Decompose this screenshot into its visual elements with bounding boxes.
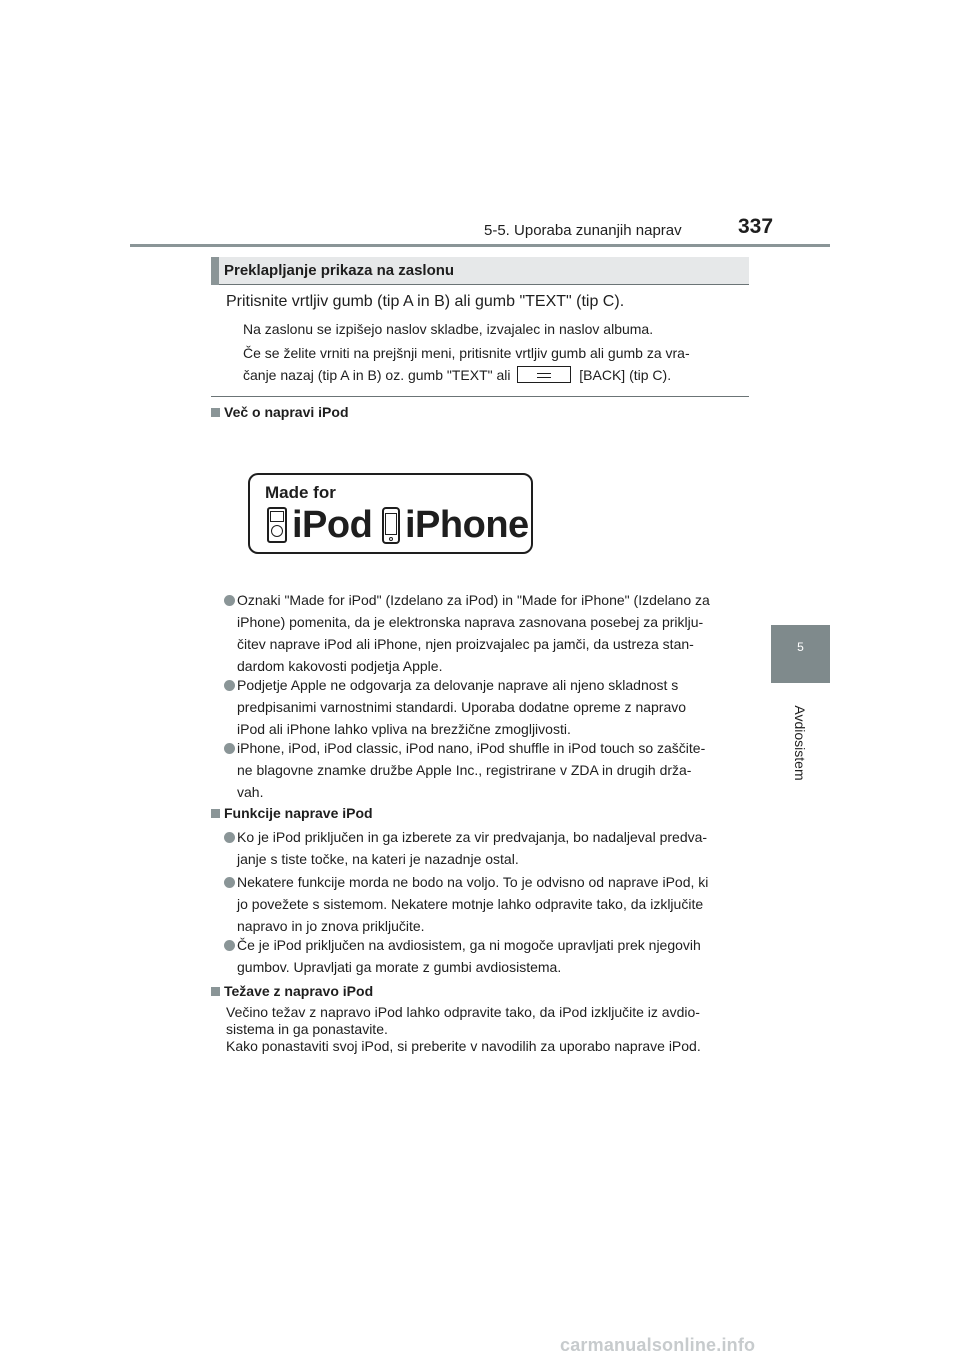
section-divider	[211, 396, 749, 397]
circle-bullet-icon	[224, 680, 235, 691]
paragraph-line: Večino težav z napravo iPod lahko odpravite tako, da iPod izključite iz avdio-	[226, 1004, 700, 1020]
heading-problems	[211, 983, 373, 999]
main-instruction: Pritisnite vrtljiv gumb (tip A in B) ali gumb "TEXT" (tip C).	[226, 293, 625, 310]
bullet-line: iPod ali iPhone lahko vpliva na brezžične zmogljivosti.	[237, 721, 571, 737]
section-banner-title: Preklapljanje prikaza na zaslonu	[224, 262, 455, 279]
heading-functions-text: Funkcije naprave iPod	[224, 805, 373, 821]
chapter-tab	[771, 625, 830, 683]
bullet-line: iPhone) pomenita, da je elektronska naprava zasnovana posebej za priklju-	[237, 614, 704, 630]
ipod-screen-icon	[270, 511, 284, 522]
bullet-line: Ko je iPod priključen in ga izberete za vir predvajanja, bo nadaljeval predva-	[237, 829, 708, 845]
back-button-icon	[517, 366, 571, 383]
iphone-home-button-icon	[389, 537, 393, 541]
problems-paragraph	[226, 1004, 766, 1055]
bullet-line: jo povežete s sistemom. Nekatere motnje lahko odpravite tako, da izključite	[237, 896, 704, 912]
logo-iphone-text: iPhone	[405, 504, 529, 546]
header-divider	[130, 244, 830, 247]
ipod-wheel-icon	[271, 525, 283, 537]
bullet-item	[237, 674, 749, 740]
bullet-item	[237, 934, 749, 978]
iphone-screen-icon	[385, 513, 397, 535]
bullet-line: vah.	[237, 784, 264, 800]
bullet-line: iPhone, iPod, iPod classic, iPod nano, iPod shuffle in iPod touch so zaščite-	[237, 740, 706, 756]
circle-bullet-icon	[224, 595, 235, 606]
bullet-line: dardom kakovosti podjetja Apple.	[237, 658, 443, 674]
heading-functions	[211, 805, 373, 821]
instruction-detail-3-before: čanje nazaj (tip A in B) oz. gumb "TEXT" ali	[243, 367, 511, 383]
bullet-line: napravo in jo znova priključite.	[237, 918, 425, 934]
square-bullet-icon	[211, 809, 220, 818]
heading-ipod-more-text: Več o napravi iPod	[224, 404, 349, 420]
back-arrow-icon	[537, 373, 551, 378]
instruction-detail-3	[243, 364, 749, 386]
paragraph-line: sistema in ga ponastavite.	[226, 1021, 388, 1037]
bullet-item	[237, 871, 749, 937]
logo-made-for-text: Made for	[265, 483, 336, 502]
bullet-line: Če je iPod priključen na avdiosistem, ga ni mogoče upravljati prek njegovih	[237, 937, 701, 953]
square-bullet-icon	[211, 408, 220, 417]
section-banner-accent	[211, 257, 219, 285]
bullet-line: čitev naprave iPod ali iPhone, njen proizvajalec pa jamči, da ustreza stan-	[237, 636, 694, 652]
instruction-detail-2: Če se želite vrniti na prejšnji meni, pritisnite vrtljiv gumb ali gumb za vra-	[243, 345, 690, 361]
bullet-line: Nekatere funkcije morda ne bodo na voljo. To je odvisno od naprave iPod, ki	[237, 874, 709, 890]
bullet-item	[237, 826, 749, 870]
header-section-title: 5-5. Uporaba zunanjih naprav	[484, 222, 682, 239]
bullet-line: predpisanimi varnostnimi standardi. Uporaba dodatne opreme z napravo	[237, 699, 687, 715]
bullet-item	[237, 737, 749, 803]
paragraph-line: Kako ponastaviti svoj iPod, si preberite v navodilih za uporabo naprave iPod.	[226, 1038, 701, 1054]
logo-ipod-text: iPod	[292, 504, 373, 546]
circle-bullet-icon	[224, 743, 235, 754]
bullet-line: janje s tiste točke, na kateri je nazadnje ostal.	[237, 851, 519, 867]
heading-ipod-more	[211, 404, 349, 420]
site-watermark: carmanualsonline.info	[560, 1335, 756, 1355]
page-number: 337	[738, 215, 774, 238]
heading-problems-text: Težave z napravo iPod	[224, 983, 374, 999]
instruction-detail-1: Na zaslonu se izpišejo naslov skladbe, izvajalec in naslov albuma.	[243, 321, 654, 337]
circle-bullet-icon	[224, 940, 235, 951]
bullet-line: Oznaki "Made for iPod" (Izdelano za iPod) in "Made for iPhone" (Izdelano za	[237, 592, 710, 608]
chapter-label: Avdiosistem	[792, 705, 808, 781]
circle-bullet-icon	[224, 832, 235, 843]
bullet-line: Podjetje Apple ne odgovarja za delovanje naprave ali njeno skladnost s	[237, 677, 679, 693]
bullet-line: ne blagovne znamke družbe Apple Inc., registrirane v ZDA in drugih drža-	[237, 762, 692, 778]
bullet-item	[237, 589, 749, 677]
chapter-number: 5	[797, 640, 804, 654]
bullet-line: gumbov. Upravljati ga morate z gumbi avdiosistema.	[237, 959, 562, 975]
instruction-detail-3-after: [BACK] (tip C).	[579, 367, 672, 383]
circle-bullet-icon	[224, 877, 235, 888]
square-bullet-icon	[211, 987, 220, 996]
